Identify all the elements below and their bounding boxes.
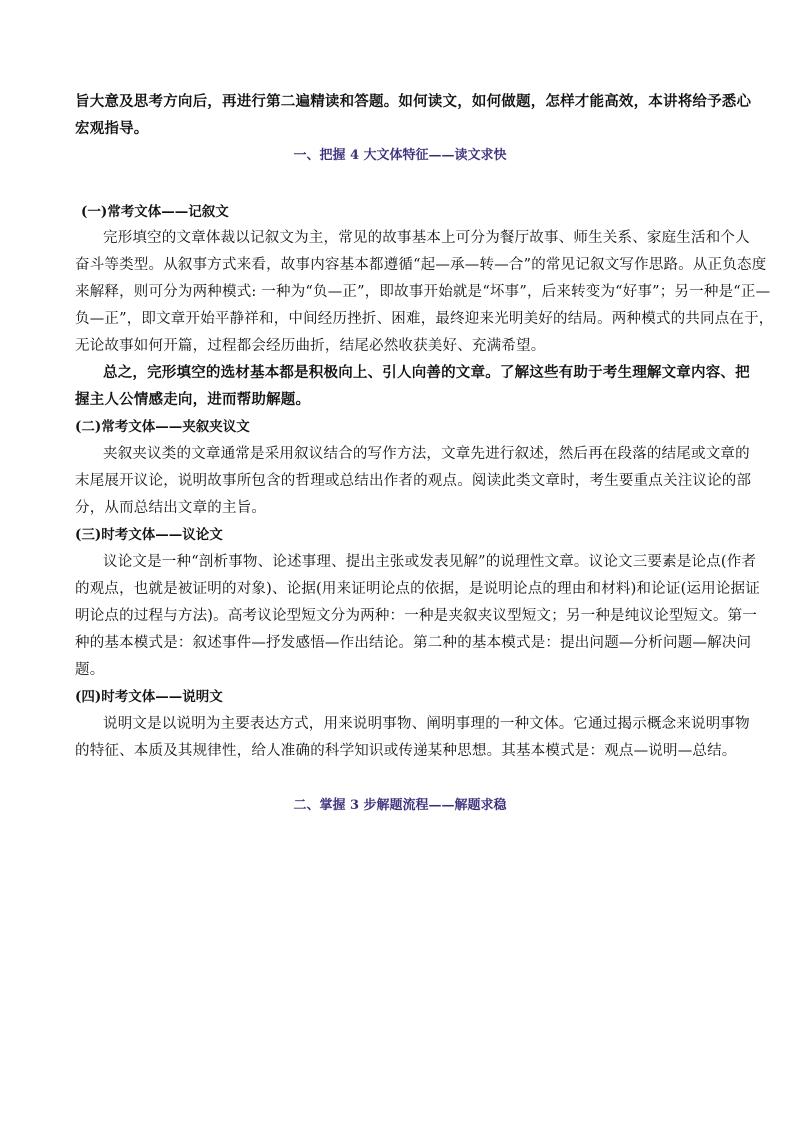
subsection-title-narrative: (一)常考文体——记叙文 [81,204,229,220]
paragraph-line: 题。 [75,662,105,678]
paragraph-line: 种的基本模式是：叙述事件—抒发感悟—作出结论。第二种的基本模式是：提出问题—分析问题—解决问 [75,635,752,651]
paragraph-line: 奋斗等类型。从叙事方式来看，故事内容基本都遵循“起—承—转—合”的常见记叙文写作思路。从正负态度 [75,257,767,273]
subsection-title-mixed: (二)常考文体——夹叙夹议文 [75,419,250,435]
paragraph-line: 来解释，则可分为两种模式: 一种为“负—正”，即故事开始就是“坏事”，后来转变为“好事”；另一种是“正— [75,284,771,300]
paragraph-line: 夹叙夹议类的文章通常是采用叙议结合的写作方法，文章先进行叙述，然后再在段落的结尾或文章的 [103,446,750,462]
subsection-title-expository: (四)时考文体——说明文 [75,689,223,705]
paragraph-line: 负—正”，即文章开始平静祥和，中间经历挫折、困难，最终迎来光明美好的结局。两种模式的共同点在于， [75,311,774,327]
paragraph-line: 议论文是一种“剖析事物、论述事理、提出主张或发表见解”的说理性文章。议论文三要素是论点(作者 [103,554,757,570]
paragraph-line: 末尾展开议论，说明故事所包含的哲理或总结出作者的观点。阅读此类文章时，考生要重点关注议论的部 [75,473,752,489]
intro-line-2: 宏观指导。 [75,120,149,137]
section-heading-1: 一、把握 4 大文体特征——读文求快 [293,148,507,163]
paragraph-line: 无论故事如何开篇，过程都会经历曲折，结尾必然收获美好、充满希望。 [75,338,546,354]
summary-line: 握主人公情感走向，进而帮助解题。 [75,391,311,408]
paragraph-line: 的观点，也就是被证明的对象)、论据(用来证明论点的依据，是说明论点的理由和材料)和论证(运用论据证 [75,581,760,597]
summary-line: 总之，完形填空的选材基本都是积极向上、引人向善的文章。了解这些有助于考生理解文章内容、把 [103,364,750,381]
paragraph-line: 分，从而总结出文章的主旨。 [75,500,267,516]
subsection-title-argumentative: (三)时考文体——议论文 [75,527,223,543]
section-heading-2: 二、掌握 3 步解题流程——解题求稳 [293,798,507,813]
paragraph-line: 说明文是以说明为主要表达方式，用来说明事物、阐明事理的一种文体。它通过揭示概念来说明事物 [103,716,750,732]
paragraph-line: 明论点的过程与方法)。高考议论型短文分为两种：一种是夹叙夹议型短文；另一种是纯议论型短文。第一 [75,608,758,624]
intro-line-1: 旨大意及思考方向后，再进行第二遍精读和答题。如何读文，如何做题，怎样才能高效，本讲将给予悉心 [75,93,752,110]
paragraph-line: 完形填空的文章体裁以记叙文为主，常见的故事基本上可分为餐厅故事、师生关系、家庭生活和个人 [103,230,750,246]
paragraph-line: 的特征、本质及其规律性，给人准确的科学知识或传递某种思想。其基本模式是：观点—说明—总结。 [75,743,737,759]
